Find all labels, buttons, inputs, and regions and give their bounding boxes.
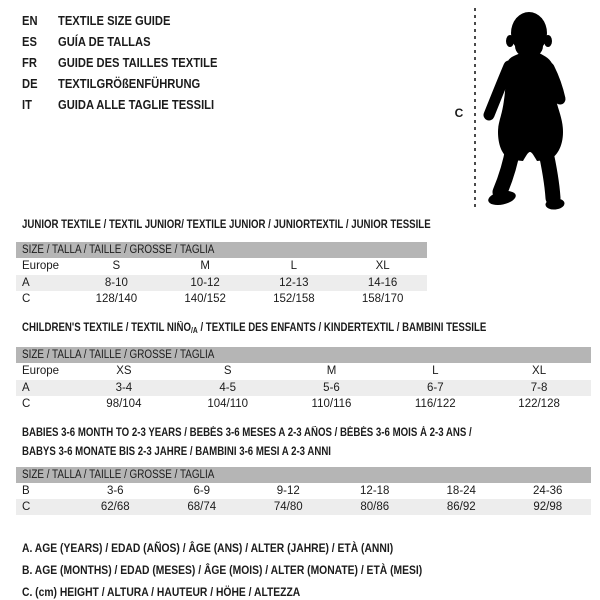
row-label: A	[22, 277, 30, 289]
language-code: IT	[22, 97, 32, 112]
footnotes	[22, 537, 487, 600]
table-cell: 6-7	[426, 382, 444, 394]
baby-silhouette-icon	[483, 8, 575, 212]
table-row	[16, 483, 591, 499]
children-size-table	[16, 347, 591, 412]
size-table-header	[16, 467, 591, 483]
children-title-post: / TEXTILE DES ENFANTS / KINDERTEXTIL / BAMBINI TESSILE	[197, 322, 487, 334]
babies-section-title	[22, 424, 472, 462]
table-cell: 98/104	[106, 398, 142, 410]
table-cell: 12-13	[279, 277, 309, 289]
table-row	[16, 380, 591, 396]
table-row	[16, 363, 591, 380]
row-label: Europe	[22, 365, 60, 377]
children-section-title	[22, 319, 486, 340]
table-cell: XL	[375, 260, 390, 272]
table-cell: M	[326, 365, 337, 377]
size-table-header-label: SIZE / TALLA / TAILLE / GRÖSSE / TAGLIA	[22, 244, 215, 256]
language-row	[22, 94, 243, 115]
table-row	[16, 275, 427, 291]
babies-size-table	[16, 467, 591, 515]
table-cell: S	[112, 260, 121, 272]
row-label: B	[22, 485, 30, 497]
language-code: ES	[22, 34, 37, 49]
height-measure-label: C	[454, 106, 464, 120]
language-code: DE	[22, 76, 38, 91]
table-cell: 5-6	[323, 382, 340, 394]
height-measure-line	[474, 8, 476, 208]
table-cell: 68/74	[187, 501, 217, 513]
children-title-sub: /A	[191, 326, 198, 335]
table-cell: 152/158	[273, 293, 315, 305]
table-cell: 158/170	[361, 293, 404, 305]
junior-size-table	[16, 242, 427, 307]
babies-title-line1: BABIES 3-6 MONTH TO 2-3 YEARS / BEBÉS 3-6 MESES A 2-3 AÑOS / BÉBÉS 3-6 MOIS À 2-3 ANS /	[22, 427, 472, 439]
language-label: TEXTILGRÖßENFÜHRUNG	[58, 76, 201, 91]
row-label: C	[22, 501, 31, 513]
table-row	[16, 396, 591, 412]
table-cell: 6-9	[193, 485, 211, 497]
table-cell: S	[223, 365, 232, 377]
table-cell: 8-10	[104, 277, 128, 289]
table-cell: L	[290, 260, 298, 272]
table-cell: 3-4	[115, 382, 133, 394]
language-code: EN	[22, 13, 38, 28]
language-row	[22, 10, 243, 31]
language-label: GUÍA DE TALLAS	[58, 34, 151, 49]
table-cell: 3-6	[106, 485, 124, 497]
language-label: GUIDA ALLE TAGLIE TESSILI	[58, 97, 215, 112]
table-cell: 14-16	[367, 277, 398, 289]
language-label: GUIDE DES TAILLES TEXTILE	[58, 55, 218, 70]
size-table-header	[16, 242, 427, 258]
table-cell: 18-24	[446, 485, 476, 497]
table-cell: XS	[116, 365, 132, 377]
junior-section-title: JUNIOR TEXTILE / TEXTIL JUNIOR/ TEXTILE JUNIOR / JUNIORTEXTIL / JUNIOR TESSILE	[22, 219, 431, 231]
row-label: A	[22, 382, 30, 394]
language-label: TEXTILE SIZE GUIDE	[58, 13, 171, 28]
table-cell: XL	[532, 365, 547, 377]
language-code: FR	[22, 55, 37, 70]
size-table-header-label: SIZE / TALLA / TAILLE / GRÖSSE / TAGLIA	[22, 469, 215, 481]
children-title-pre: CHILDREN'S TEXTILE / TEXTIL NIÑO	[22, 322, 192, 334]
footnote-c: C. (cm) HEIGHT / ALTURA / HAUTEUR / HÖHE / ALTEZZA	[22, 585, 301, 599]
table-cell: 110/116	[311, 398, 352, 410]
table-cell: 104/110	[207, 398, 249, 410]
size-table-header-label: SIZE / TALLA / TAILLE / GRÖSSE / TAGLIA	[22, 349, 215, 361]
table-cell: 80/86	[360, 501, 390, 513]
table-cell: 74/80	[273, 501, 303, 513]
babies-title-line2: BABYS 3-6 MONATE BIS 2-3 JAHRE / BAMBINI 3-6 MESI A 2-3 ANNI	[22, 446, 331, 458]
row-label: C	[22, 293, 31, 305]
table-cell: 122/128	[518, 398, 560, 410]
table-cell: 116/122	[414, 398, 456, 410]
table-cell: 7-8	[530, 382, 548, 394]
table-cell: 140/152	[184, 293, 226, 305]
table-row	[16, 291, 427, 307]
language-row	[22, 73, 243, 94]
table-cell: 9-12	[276, 485, 300, 497]
table-cell: 12-18	[360, 485, 390, 497]
size-table-header	[16, 347, 591, 363]
table-cell: 86/92	[446, 501, 476, 513]
language-row	[22, 31, 243, 52]
table-cell: 92/98	[533, 501, 563, 513]
table-cell: 128/140	[95, 293, 138, 305]
footnote-b: B. AGE (MONTHS) / EDAD (MESES) / ÂGE (MOIS) / ALTER (MONATE) / ETÀ (MESI)	[22, 563, 423, 577]
row-label: C	[22, 398, 31, 410]
table-row	[16, 499, 591, 515]
table-cell: L	[432, 365, 439, 377]
table-row	[16, 258, 427, 275]
table-cell: M	[200, 260, 210, 272]
table-cell: 62/68	[100, 501, 130, 513]
footnote-a: A. AGE (YEARS) / EDAD (AÑOS) / ÂGE (ANS) / ALTER (JAHRE) / ETÀ (ANNI)	[22, 541, 394, 555]
row-label: Europe	[22, 260, 60, 272]
table-cell: 10-12	[190, 277, 220, 289]
table-cell: 24-36	[533, 485, 563, 497]
language-row	[22, 52, 243, 73]
language-guide	[22, 10, 243, 115]
table-cell: 4-5	[219, 382, 236, 394]
